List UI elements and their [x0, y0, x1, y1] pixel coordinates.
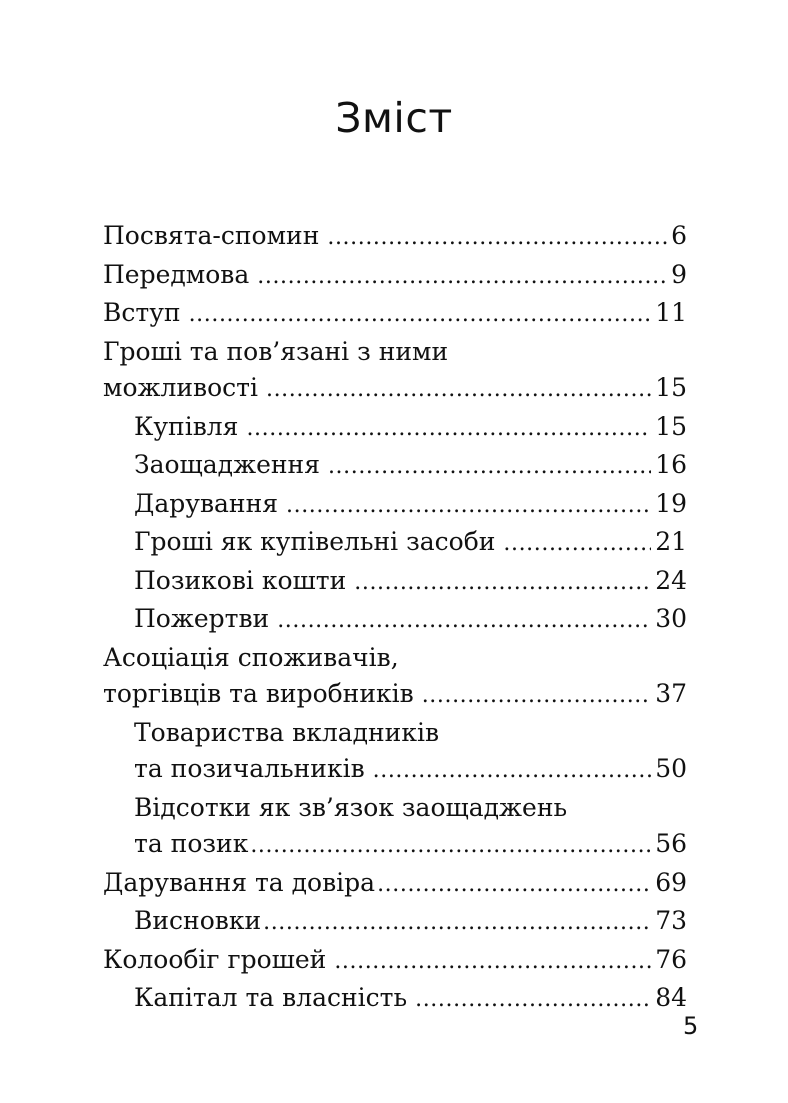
toc-page-number: 37	[655, 679, 687, 708]
toc-page-number: 15	[655, 411, 687, 441]
toc-entry-label: та позичальників	[134, 754, 365, 783]
leader-dots	[250, 828, 651, 865]
toc-page-number: 84	[655, 983, 687, 1012]
toc-entry-capital[interactable]	[103, 980, 687, 1019]
leader-dots	[277, 603, 651, 640]
toc-page-number: 21	[655, 527, 687, 556]
toc-entry-preface[interactable]	[103, 257, 687, 296]
table-of-contents	[103, 218, 687, 1019]
toc-entry-circulation[interactable]	[103, 942, 687, 981]
toc-entry-societies[interactable]	[103, 751, 687, 790]
leader-dots	[328, 449, 651, 486]
toc-entry-label: Вступ	[103, 298, 181, 327]
toc-page-number: 9	[671, 259, 687, 289]
toc-page-number: 50	[655, 754, 687, 783]
toc-entry-label: Позикові кошти	[134, 565, 347, 595]
toc-entry-money-line1[interactable]: Гроші та пов’язані з ними	[103, 336, 449, 366]
toc-entry-label: Дарування	[134, 488, 279, 518]
toc-entry-giving-and-trust[interactable]	[103, 865, 687, 904]
toc-entry-societies-line1[interactable]: Товариства вкладників	[134, 717, 440, 747]
leader-dots	[503, 526, 651, 563]
toc-page-number: 30	[655, 604, 687, 633]
toc-page-number: 73	[655, 906, 687, 935]
leader-dots	[327, 220, 667, 257]
toc-page-number: 56	[655, 829, 687, 858]
toc-entry-conclusions[interactable]	[103, 903, 687, 942]
toc-entry-label: Капітал та власність	[134, 983, 408, 1012]
toc-entry-label: Заощадження	[134, 450, 320, 479]
toc-entry-purchase[interactable]	[103, 409, 687, 448]
leader-dots	[246, 411, 651, 448]
leader-dots	[257, 259, 667, 296]
toc-entry-label: Колообіг грошей	[103, 944, 327, 974]
toc-page-number: 76	[655, 944, 687, 974]
leader-dots	[377, 867, 651, 904]
leader-dots	[373, 753, 652, 790]
leader-dots	[354, 565, 651, 602]
toc-entry-label: та позик	[134, 829, 249, 858]
toc-entry-association[interactable]	[103, 676, 687, 715]
toc-page-number: 11	[655, 298, 687, 327]
toc-entry-interest-line1[interactable]: Відсотки як зв’язок заощаджень	[134, 792, 568, 822]
leader-dots	[334, 944, 651, 981]
toc-page-number: 6	[671, 221, 687, 250]
toc-entry-label: можливості	[103, 373, 258, 402]
leader-dots	[422, 678, 651, 715]
toc-page-number: 16	[655, 450, 687, 479]
toc-entry-dedication[interactable]	[103, 218, 687, 257]
toc-entry-label: Дарування та довіра	[103, 867, 376, 897]
toc-entry-association-line1[interactable]: Асоціація споживачів,	[103, 642, 399, 672]
toc-entry-label: Гроші як купівельні засоби	[134, 527, 496, 556]
toc-entry-loans[interactable]	[103, 563, 687, 602]
toc-page-number: 19	[655, 488, 687, 518]
toc-entry-label: Посвята-спомин	[103, 221, 320, 250]
leader-dots	[286, 488, 651, 525]
leader-dots	[415, 982, 651, 1019]
toc-page-number: 24	[655, 565, 687, 595]
toc-entry-label: торгівців та виробників	[103, 679, 414, 708]
leader-dots	[266, 372, 651, 409]
toc-entry-interest[interactable]	[103, 826, 687, 865]
toc-entry-giving[interactable]	[103, 486, 687, 525]
leader-dots	[189, 297, 652, 334]
page-number: 5	[683, 1012, 699, 1040]
toc-entry-savings[interactable]	[103, 447, 687, 486]
page-title: Зміст	[335, 94, 453, 142]
toc-entry-label: Висновки	[134, 906, 262, 935]
toc-entry-introduction[interactable]	[103, 295, 687, 334]
toc-entry-label: Пожертви	[134, 604, 270, 633]
toc-page-number: 15	[655, 373, 687, 402]
leader-dots	[263, 905, 651, 942]
toc-entry-donations[interactable]	[103, 601, 687, 640]
toc-entry-means-of-purchase[interactable]	[103, 524, 687, 563]
toc-entry-label: Передмова	[103, 259, 250, 289]
toc-page-number: 69	[655, 867, 687, 897]
toc-entry-label: Купівля	[134, 411, 239, 441]
toc-entry-money[interactable]	[103, 370, 687, 409]
